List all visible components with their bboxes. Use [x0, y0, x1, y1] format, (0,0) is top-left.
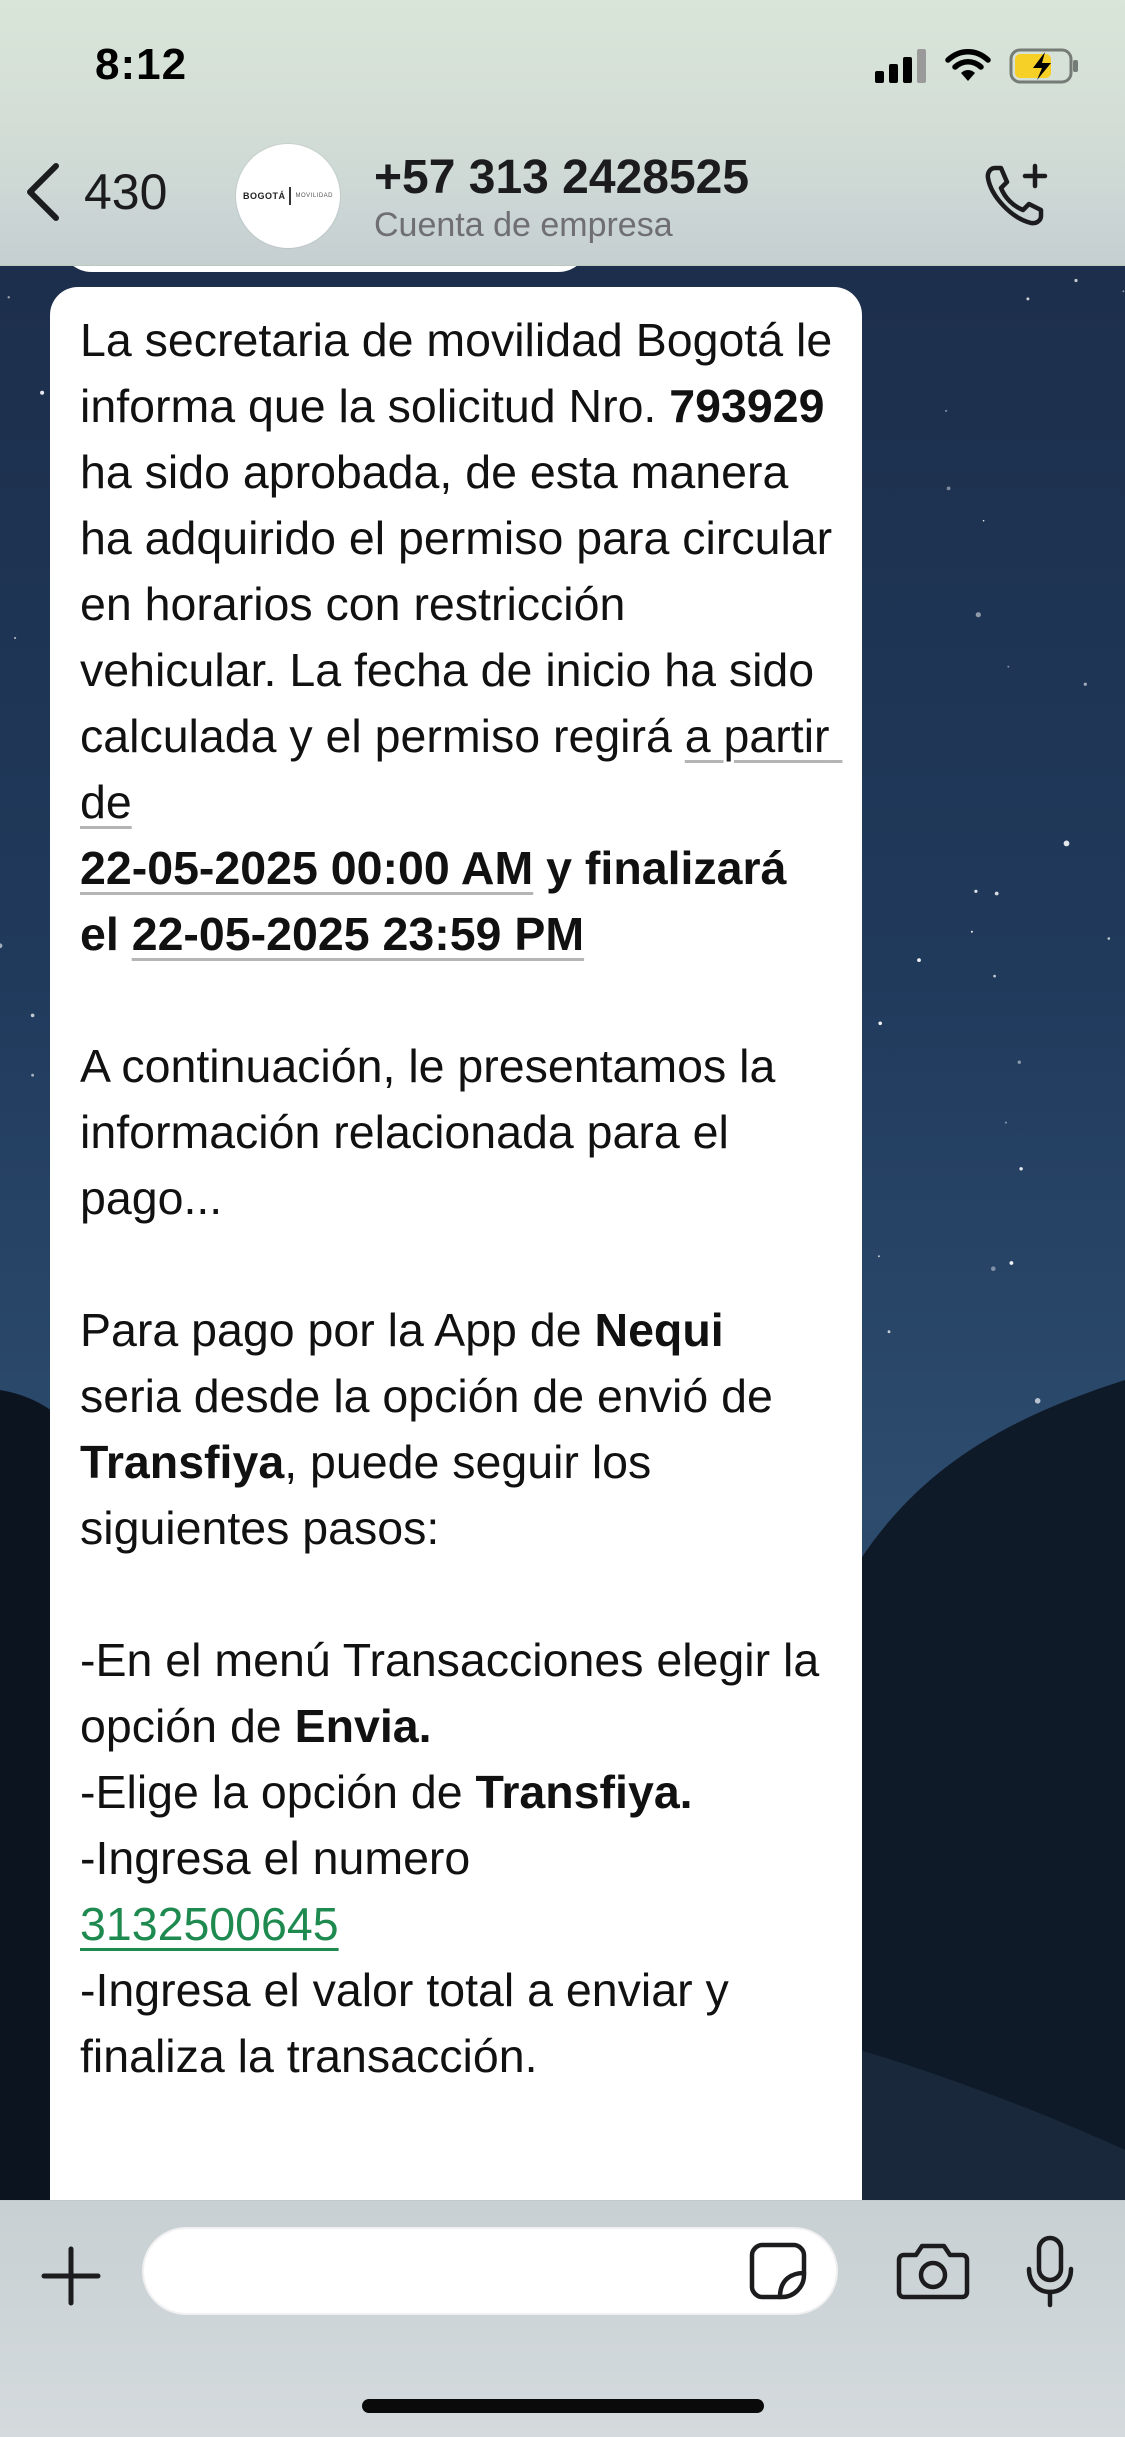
attach-button[interactable]: [40, 2245, 102, 2312]
contact-subtitle: Cuenta de empresa: [374, 206, 673, 244]
contact-name[interactable]: +57 313 2428525: [374, 151, 750, 204]
sticker-button[interactable]: [748, 2241, 808, 2306]
start-date: 22-05-2025 00:00 AM: [80, 842, 534, 894]
plus-icon: [40, 2245, 102, 2307]
message-bubble[interactable]: [50, 287, 862, 2287]
wifi-icon: [945, 49, 991, 83]
microphone-button[interactable]: [1024, 2235, 1076, 2314]
chevron-left-icon: [22, 160, 62, 224]
phone-plus-icon: [981, 160, 1053, 232]
battery-charging-icon: [1009, 48, 1081, 84]
avatar[interactable]: [236, 144, 340, 248]
microphone-icon: [1024, 2235, 1076, 2309]
camera-button[interactable]: [896, 2241, 970, 2306]
add-call-button[interactable]: [981, 160, 1053, 237]
avatar-logo: BOGOTÁ MOVILIDAD: [243, 187, 333, 205]
camera-icon: [896, 2241, 970, 2301]
sticker-icon: [748, 2241, 808, 2301]
request-number: 793929: [669, 380, 825, 432]
phone-number-link[interactable]: 3132500645: [80, 1898, 339, 1950]
unread-count: 430: [84, 164, 168, 220]
back-button[interactable]: [22, 160, 167, 224]
status-time: 8:12: [95, 40, 188, 89]
cellular-signal-icon: [875, 49, 927, 83]
message-composer: [0, 2200, 1125, 2437]
end-date: 22-05-2025 23:59 PM: [131, 908, 585, 960]
message-text: La secretaria de movilidad Bogotá le informa que la solicitud Nro. 793929 ha sido aprobada, de esta manera ha adquirido el permiso para circular en horarios con restricción vehicular. La fecha de inicio ha sido calculada y el permiso regirá a partir de 22-05-2025 00:00 AM y finalizará el 22-05-2025 23:59 PM A continuación, le presentamos la información relacionada para el pago... Para pago por la App de Nequi seria desde la opción de envió de Transfiya, puede seguir los siguientes pasos: -En el menú Transacciones elegir la opción de Envia. -Elige la opción de Transfiya. -Ingresa el numero 3132500645 -Ingresa el valor total a enviar y finaliza la transacción.: [80, 314, 846, 2082]
status-bar: [0, 0, 1125, 140]
home-indicator[interactable]: [362, 2399, 764, 2413]
message-input[interactable]: [142, 2227, 838, 2315]
